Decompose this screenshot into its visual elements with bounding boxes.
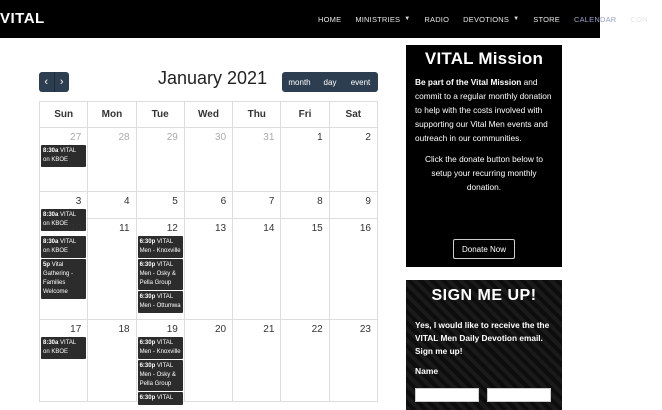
calendar-event[interactable] [138,360,183,391]
calendar-day-cell[interactable] [88,128,136,192]
calendar-day-cell[interactable] [40,219,88,320]
nav-item-label: MINISTRIES [355,14,401,24]
day-events [41,145,86,168]
day-events [41,236,86,300]
calendar-day-cell[interactable] [88,320,136,402]
day-number: 4 [124,196,130,207]
day-number: 13 [215,223,227,234]
event-title: Vital Gathering - Families Welcome [43,262,74,295]
month-view-button[interactable]: month [288,77,311,87]
chevron-down-icon: ▼ [404,16,411,22]
nav-item-label: CALENDAR [573,14,617,24]
day-view-button[interactable]: day [323,77,337,87]
nav-item-con[interactable] [630,15,647,24]
last-name-input[interactable] [487,388,551,402]
calendar-day-cell[interactable] [137,219,185,320]
signup-widget [406,280,562,410]
nav-item-calendar[interactable] [574,15,616,24]
day-events [138,236,183,314]
nav-item-label: RADIO [424,14,450,24]
event-time: 6:30p [139,239,156,245]
name-fields [415,388,551,402]
event-title: VITAL Men - Osky & Pella Group [139,363,176,387]
day-of-week-label: Fri [281,102,329,128]
mission-lead-bold: Be part of the Vital Mission [415,77,522,87]
day-number: 15 [311,223,323,234]
event-time: 6:30p [139,340,156,346]
day-number: 17 [70,324,82,335]
day-number: 10 [70,223,82,234]
mission-description [406,69,562,145]
calendar-event[interactable] [41,337,86,359]
top-navigation-bar [0,0,648,38]
day-number: 19 [166,324,178,335]
event-title: VITAL on KBOE [43,340,77,355]
nav-item-label: CON [630,14,648,24]
calendar-day-cell[interactable] [330,192,378,219]
calendar-event[interactable] [41,236,86,258]
calendar-day-cell[interactable] [281,219,329,320]
nav-item-label: HOME [318,14,342,24]
calendar-day-cell[interactable] [233,320,281,402]
event-time: 6:30p [139,262,156,268]
mission-title: VITAL Mission [424,49,544,68]
calendar-day-cell[interactable] [233,219,281,320]
nav-item-radio[interactable] [424,15,449,24]
event-title: VITAL [156,395,174,401]
view-switcher [282,72,378,92]
event-time: 8:30a [43,148,59,154]
prev-month-button[interactable]: ‹ [44,76,49,88]
calendar-day-cell[interactable] [88,192,136,219]
calendar-day-cell[interactable] [185,219,233,320]
day-number: 20 [215,324,227,335]
day-number: 8 [317,196,323,207]
mission-widget [406,45,562,267]
day-events [41,337,86,360]
calendar-day-cell[interactable] [281,128,329,192]
calendar-event[interactable] [138,236,183,258]
day-number: 16 [359,223,371,234]
nav-item-ministries[interactable] [355,15,410,24]
calendar-day-cell[interactable] [185,192,233,219]
event-title: VITAL Men - Ottumwa [139,294,181,309]
event-time: 5p [43,262,51,268]
calendar-day-cell[interactable] [40,320,88,402]
calendar-week-row [40,192,378,227]
day-number: 29 [166,132,178,143]
event-title: VITAL on KBOE [43,212,77,227]
donate-now-button[interactable]: Donate Now [453,239,515,259]
first-name-input[interactable] [415,388,479,402]
nav-item-label: STORE [533,14,560,24]
day-of-week-header [40,102,378,128]
day-number: 5 [172,196,178,207]
day-of-week-label: Thu [233,102,281,128]
site-logo[interactable]: VITAL [0,10,45,27]
calendar-week-row [40,128,378,192]
day-number: 3 [75,196,82,207]
calendar-event[interactable] [41,259,86,299]
day-of-week-label: Sat [330,102,378,128]
calendar-event[interactable] [138,392,183,405]
day-number: 9 [365,196,371,207]
name-label: Name [415,366,439,376]
calendar-day-cell[interactable] [281,320,329,402]
nav-item-store[interactable] [533,15,560,24]
next-month-button[interactable]: › [54,72,70,92]
calendar-day-cell[interactable] [88,219,136,320]
nav-item-label: DEVOTIONS [463,14,510,24]
calendar-day-cell[interactable] [281,192,329,219]
day-of-week-label: Wed [185,102,233,128]
chevron-down-icon: ▼ [513,16,520,22]
day-number: 30 [215,132,227,143]
day-number: 31 [263,132,275,143]
day-number: 11 [119,223,130,234]
event-title: VITAL Men - Knoxville [139,239,181,254]
calendar-day-cell[interactable] [137,320,185,402]
day-number: 1 [317,132,323,143]
event-time: 8:30a [43,340,59,346]
signup-description: Yes, I would like to receive the the VITAL Men Daily Devotion email. Sign me up! [415,320,550,356]
day-number: 2 [365,132,371,143]
event-view-button[interactable]: event [350,77,371,87]
calendar-event[interactable] [138,337,183,359]
calendar-day-cell[interactable] [137,128,185,192]
event-title: VITAL on KBOE [43,239,77,254]
calendar-day-cell[interactable] [137,192,185,219]
day-number: 18 [118,324,130,335]
calendar-day-cell[interactable] [233,192,281,219]
day-events [138,337,183,406]
event-time: 6:30p [139,395,156,401]
event-title: VITAL Men - Osky & Pella Group [139,262,176,286]
calendar-day-cell[interactable] [233,128,281,192]
day-number: 6 [220,196,227,207]
day-of-week-label: Sun [40,102,88,128]
event-title: VITAL Men - Knoxville [139,340,181,355]
calendar-week-row [40,219,378,320]
mission-donate-instructions: Click the donate button below to setup your recurring monthly donation. [424,154,544,192]
calendar-day-cell[interactable] [40,192,88,227]
calendar-grid [39,101,378,402]
event-time: 8:30a [43,212,59,218]
calendar-day-cell[interactable] [185,320,233,402]
nav-item-devotions[interactable] [463,15,519,24]
day-number: 12 [166,223,178,234]
calendar-week-row [40,320,378,402]
day-number: 14 [263,223,275,234]
day-number: 21 [263,324,275,335]
calendar-event[interactable] [41,145,86,167]
signup-title: SIGN ME UP! [431,287,537,304]
calendar-day-cell[interactable] [330,219,378,320]
event-title: VITAL on KBOE [43,148,77,163]
mission-lead-rest: and commit to a regular monthly donation to help with the costs involved with supporting our Vital Men events and outreach in our communities. [415,77,552,143]
calendar-day-cell[interactable] [330,128,378,192]
calendar-title: January 2021 [158,68,268,88]
calendar-day-cell[interactable] [185,128,233,192]
event-time: 8:30a [43,239,59,245]
day-number: 28 [118,132,130,143]
nav-item-home[interactable] [318,15,341,24]
calendar-event[interactable] [138,259,183,290]
event-time: 6:30p [139,363,156,369]
day-of-week-label: Tue [137,102,185,128]
day-number: 27 [70,132,82,143]
day-number: 23 [359,324,371,335]
main-nav [318,0,662,38]
event-time: 6:30p [139,294,156,300]
calendar-event[interactable] [138,291,183,313]
calendar-nav-buttons [39,72,69,92]
day-number: 22 [311,324,323,335]
day-of-week-label: Mon [88,102,136,128]
day-number: 7 [268,196,275,207]
calendar-day-cell[interactable] [330,320,378,402]
calendar-day-cell[interactable] [40,128,88,192]
